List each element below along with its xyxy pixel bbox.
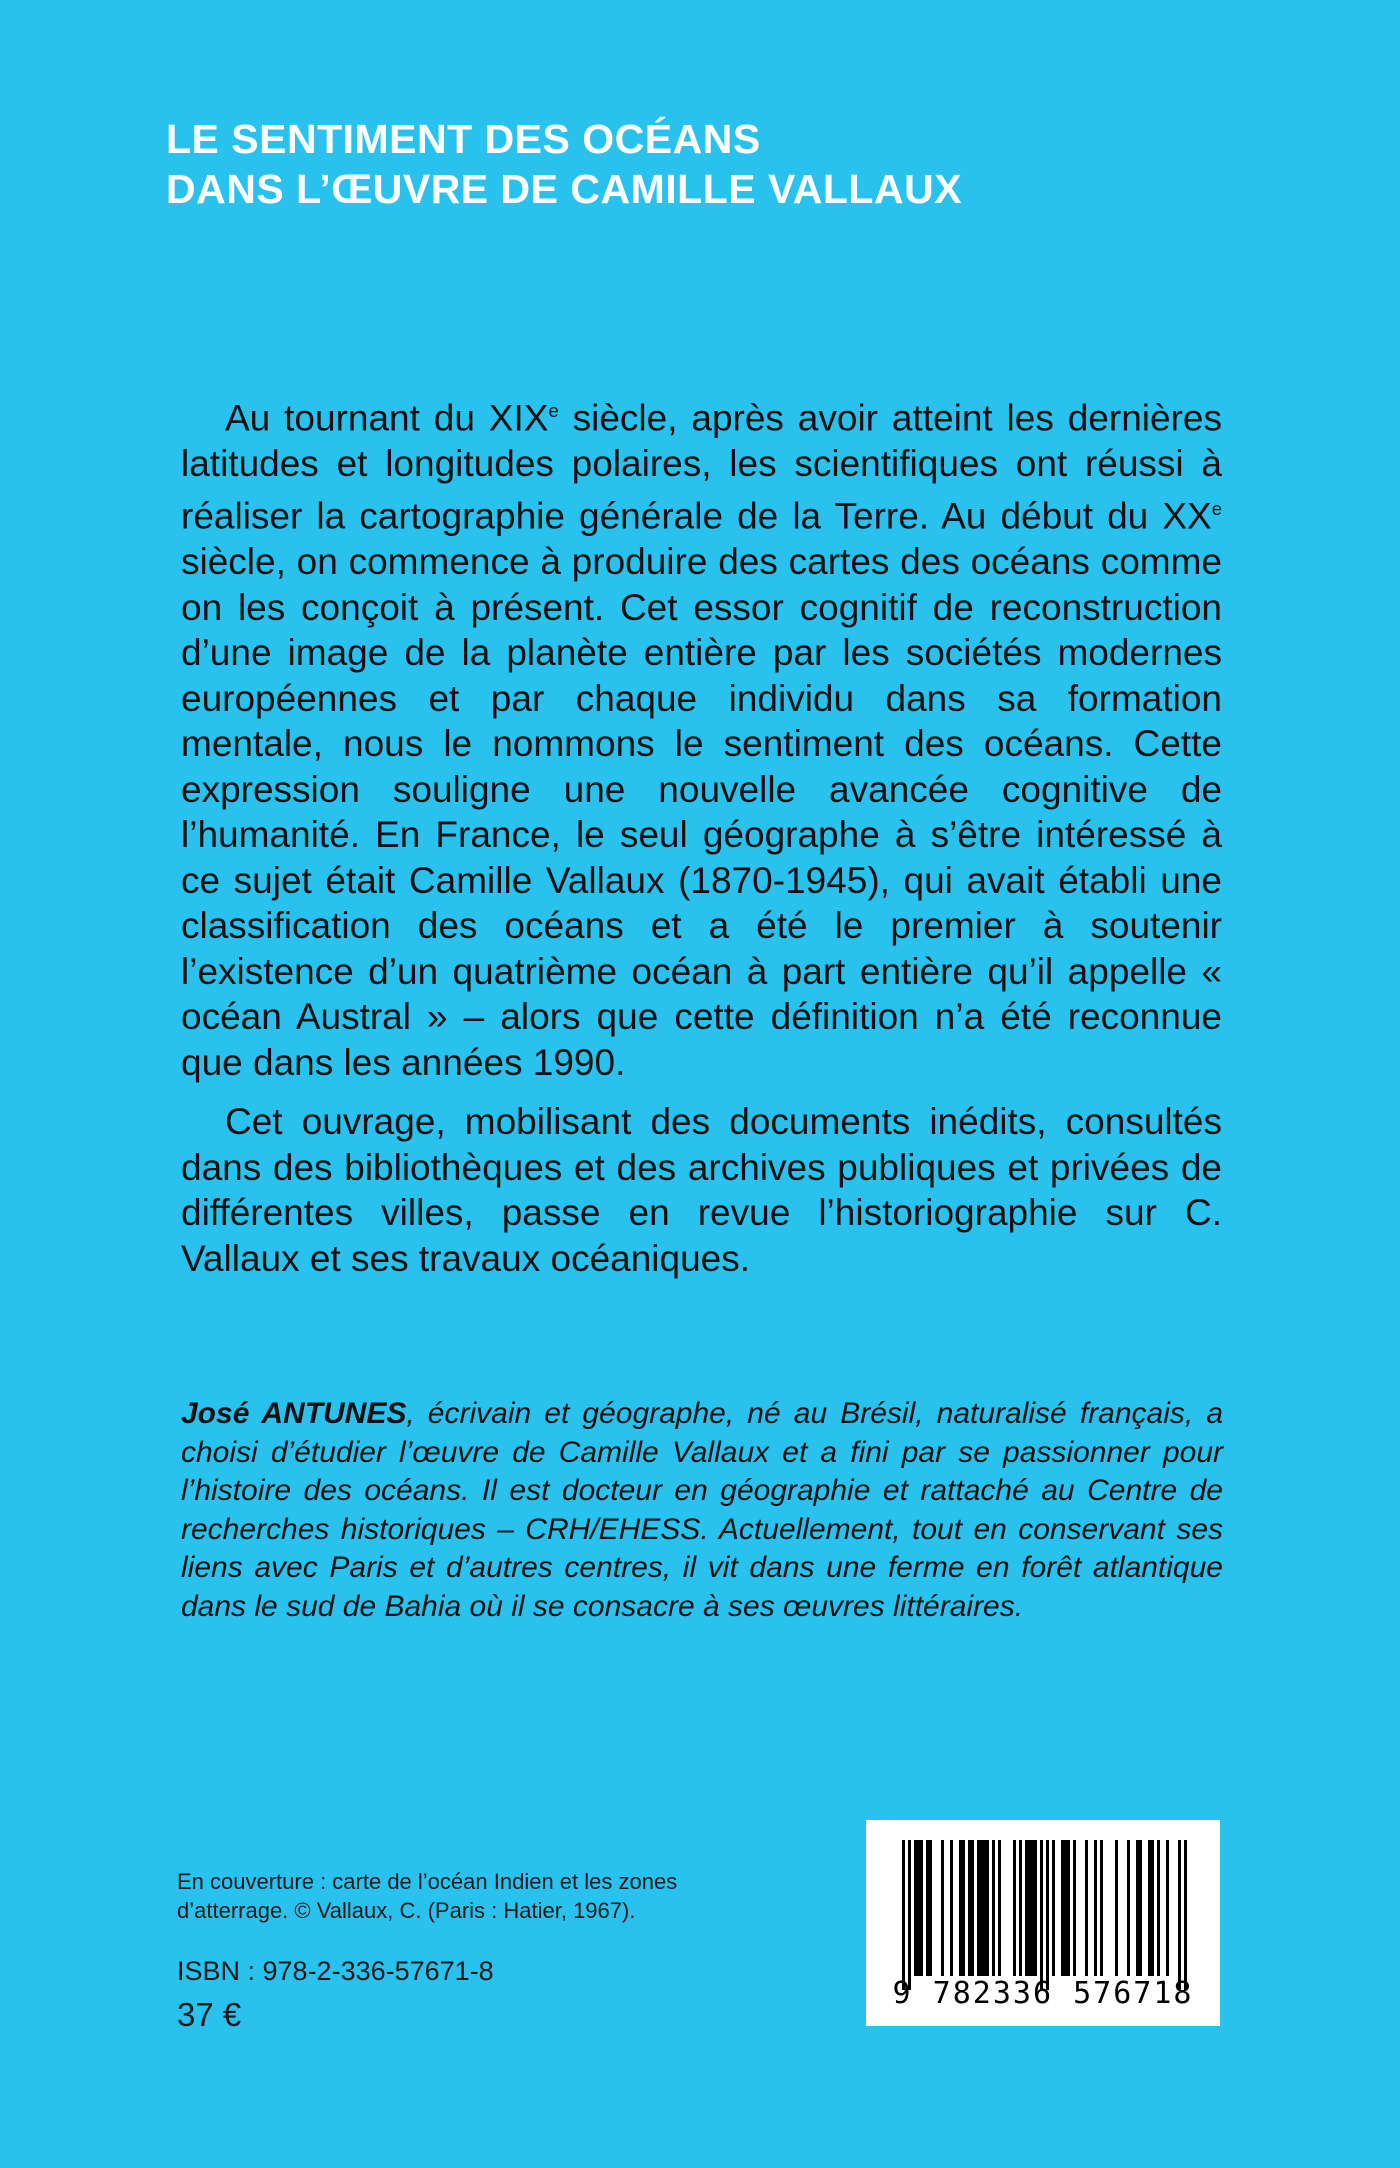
barcode-bar <box>992 1840 995 1976</box>
barcode-bar <box>998 1840 1001 1976</box>
author-name: José ANTUNES <box>181 1397 407 1430</box>
barcode-bar <box>929 1840 932 1976</box>
barcode-bar <box>1025 1840 1028 1976</box>
barcode-bar <box>962 1840 965 1976</box>
price: 37 € <box>177 1996 242 2033</box>
summary <box>181 388 1222 1295</box>
barcode-bar <box>1151 1840 1154 1976</box>
barcode-bar <box>1127 1840 1130 1976</box>
barcode-bar <box>971 1840 974 1976</box>
credits-line-2: d’atterrage. © Vallaux, C. (Paris : Hatier, 1967). <box>177 1898 636 1923</box>
barcode-bar <box>1067 1840 1070 1976</box>
barcode-bar <box>1073 1840 1076 1976</box>
barcode-bar <box>1019 1840 1022 1976</box>
barcode-bar <box>914 1840 917 1976</box>
barcode-bar <box>986 1840 989 1976</box>
barcode-bar <box>1115 1840 1118 1976</box>
book-title <box>166 114 962 214</box>
barcode-bar <box>1136 1840 1139 1976</box>
barcode-bar <box>1031 1840 1034 1976</box>
barcode-bar <box>1139 1840 1142 1976</box>
barcode-bar <box>1166 1840 1169 1976</box>
barcode-bar <box>1040 1840 1043 1990</box>
summary-paragraph-1: Au tournant du XIXe siècle, après avoir atteint les dernières latitudes et longitudes polaires, les scientifiques ont réussi à réaliser la cartographie générale de la Terre. Au début du XXe siècle, on commence à produire des cartes des océans comme on les conçoit à présent. Cet essor cognitif de reconstruction d’une image de la planète entière par les sociétés modernes européennes et par chaque individu dans sa formation mentale, nous le nommons le sentiment des océans. Cette expression souligne une nouvelle avancée cognitive de l’humanité. En France, le seul géographe à s’être intéressé à ce sujet était Camille Vallaux (1870-1945), qui avait établi une classification des océans et a été le premier à soutenir l’existence d’un quatrième océan à part entière qu’il appelle « océan Austral » – alors que cette définition n’a été reconnue que dans les années 1990. <box>181 397 1222 1083</box>
barcode-bar <box>1046 1840 1049 1990</box>
barcode-bar <box>1085 1840 1088 1976</box>
barcode-bar <box>920 1840 923 1976</box>
barcode-bar <box>1094 1840 1097 1976</box>
title-line-2: DANS L’ŒUVRE DE CAMILLE VALLAUX <box>166 166 963 212</box>
barcode-bar <box>1157 1840 1160 1976</box>
summary-paragraph-2: Cet ouvrage, mobilisant des documents inédits, consultés dans des bibliothèques et des archives publiques et privées de différentes villes, passe en revue l’historiographie sur C. Vallaux et ses travaux océaniques. <box>181 1101 1222 1279</box>
barcode-bar <box>1148 1840 1151 1976</box>
barcode <box>866 1820 1220 2026</box>
barcode-bar <box>1184 1840 1187 1990</box>
cover-credits <box>177 1867 777 1925</box>
barcode-bar <box>1052 1840 1055 1976</box>
author-bio-text: , écrivain et géographe, né au Brésil, naturalisé français, a choisi d’étudier l’œuvre de Camille Vallaux et a fini par se passionner pour l’histoire des océans. Il est docteur en géographie et rattaché au Centre de recherches historiques – CRH/EHESS. Actuellement, tout en conservant ses liens avec Paris et d’autres centres, il vit dans une ferme en forêt atlantique dans le sud de Bahia où il se consacre à ses œuvres littéraires. <box>181 1397 1223 1623</box>
barcode-bar <box>926 1840 929 1976</box>
barcode-bar <box>1178 1840 1181 1990</box>
barcode-bar <box>1034 1840 1037 1976</box>
barcode-bar <box>959 1840 962 1976</box>
barcode-bar <box>941 1840 944 1976</box>
barcode-bar <box>950 1840 953 1976</box>
barcode-bar <box>968 1840 971 1976</box>
barcode-bar <box>908 1840 911 1990</box>
isbn: ISBN : 978-2-336-57671-8 <box>177 1956 494 1986</box>
title-line-1: LE SENTIMENT DES OCÉANS <box>166 116 761 162</box>
barcode-bar <box>1013 1840 1016 1976</box>
barcode-bar <box>917 1840 920 1976</box>
barcode-bar <box>1061 1840 1064 1976</box>
barcode-bar <box>1100 1840 1103 1976</box>
author-bio <box>181 1395 1223 1626</box>
barcode-bar <box>980 1840 983 1976</box>
barcode-digits: 9 782336 576718 <box>892 1976 1194 2011</box>
barcode-bar <box>983 1840 986 1976</box>
barcode-bar <box>902 1840 905 1990</box>
barcode-bar <box>1064 1840 1067 1976</box>
barcode-bar <box>1028 1840 1031 1976</box>
barcode-bar <box>977 1840 980 1976</box>
credits-line-1: En couverture : carte de l’océan Indien et les zones <box>177 1869 678 1894</box>
